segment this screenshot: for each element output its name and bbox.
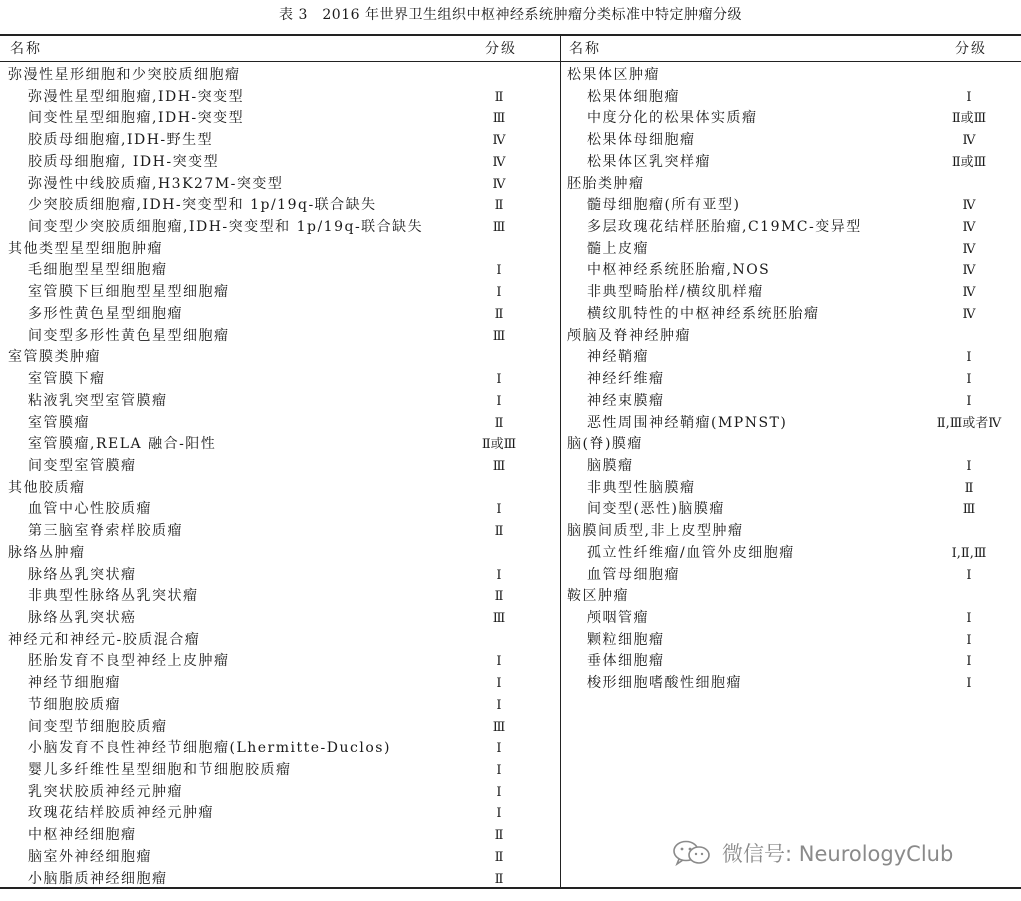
grade-cell: Ⅳ xyxy=(962,220,976,236)
category-row xyxy=(8,239,558,261)
table-row xyxy=(567,260,1021,282)
grade-cell: Ⅰ xyxy=(496,784,502,800)
header-rule xyxy=(0,61,1021,62)
tumor-name: 室管膜瘤,RELA 融合-阳性 xyxy=(28,436,217,453)
table-row xyxy=(567,152,1021,174)
grade-cell: Ⅱ xyxy=(494,415,504,431)
category-name: 神经元和神经元-胶质混合瘤 xyxy=(8,631,201,648)
grade-cell: Ⅰ xyxy=(496,654,502,670)
tumor-name: 血管中心性胶质瘤 xyxy=(28,501,152,518)
grade-cell: Ⅲ xyxy=(492,719,506,735)
tumor-name: 松果体母细胞瘤 xyxy=(587,132,696,149)
grade-cell: Ⅲ xyxy=(492,458,506,474)
tumor-name: 间变型室管膜瘤 xyxy=(28,457,137,474)
category-row xyxy=(567,521,1021,543)
table-row xyxy=(567,391,1021,413)
tumor-name: 中度分化的松果体实质瘤 xyxy=(587,110,758,127)
tumor-name: 血管母细胞瘤 xyxy=(587,566,680,583)
table-row xyxy=(567,630,1021,652)
grade-cell: Ⅰ xyxy=(966,372,972,388)
grade-cell: Ⅰ xyxy=(966,458,972,474)
tumor-name: 神经纤维瘤 xyxy=(587,371,665,388)
grade-cell: Ⅰ xyxy=(966,393,972,409)
category-name: 松果体区肿瘤 xyxy=(567,67,660,83)
tumor-name: 室管膜下巨细胞型星型细胞瘤 xyxy=(28,284,230,301)
table-row xyxy=(567,347,1021,369)
grade-cell: Ⅰ xyxy=(496,285,502,301)
tumor-name: 梭形细胞嗜酸性细胞瘤 xyxy=(587,675,742,692)
tumor-name: 多层玫瑰花结样胚胎瘤,C19MC-变异型 xyxy=(587,219,862,236)
table-row xyxy=(567,456,1021,478)
tumor-name: 非典型性脑膜瘤 xyxy=(587,479,696,496)
tumor-name: 非典型性脉络丛乳突状瘤 xyxy=(28,588,199,605)
grade-cell: Ⅱ xyxy=(494,849,504,865)
category-row xyxy=(567,586,1021,608)
table-row xyxy=(8,456,558,478)
category-row xyxy=(567,326,1021,348)
grade-cell: Ⅰ xyxy=(496,567,502,583)
table-row xyxy=(567,413,1021,435)
table-row xyxy=(8,195,558,217)
table-row xyxy=(8,174,558,196)
table-row xyxy=(567,282,1021,304)
grade-cell: Ⅳ xyxy=(492,154,506,170)
tumor-name: 室管膜瘤 xyxy=(28,414,90,431)
grade-cell: Ⅱ xyxy=(494,198,504,214)
tumor-name: 婴儿多纤维性星型细胞和节细胞胶质瘤 xyxy=(28,762,292,778)
table-row xyxy=(567,369,1021,391)
tumor-name: 胶质母细胞瘤,IDH-野生型 xyxy=(28,132,214,149)
tumor-name: 脑室外神经细胞瘤 xyxy=(28,848,152,865)
table-row xyxy=(8,803,558,825)
grade-cell: Ⅱ,Ⅲ或者Ⅳ xyxy=(936,415,1002,431)
grade-cell: Ⅲ xyxy=(492,111,506,127)
grade-cell: Ⅲ xyxy=(492,610,506,626)
grade-cell: Ⅰ xyxy=(496,393,502,409)
tumor-name: 髓上皮瘤 xyxy=(587,240,649,257)
table-row xyxy=(567,217,1021,239)
grade-cell: Ⅰ xyxy=(966,350,972,366)
table-row xyxy=(8,499,558,521)
category-name: 室管膜类肿瘤 xyxy=(8,349,101,366)
tumor-name: 神经鞘瘤 xyxy=(587,349,649,366)
grade-cell: Ⅳ xyxy=(492,176,506,192)
tumor-name: 多形性黄色星型细胞瘤 xyxy=(28,305,183,322)
column-divider xyxy=(560,36,561,887)
table-row xyxy=(8,565,558,587)
table-row xyxy=(8,413,558,435)
grade-cell: Ⅲ xyxy=(492,220,506,236)
tumor-name: 非典型畸胎样/横纹肌样瘤 xyxy=(587,284,764,301)
grade-cell: Ⅱ xyxy=(494,524,504,540)
grade-cell: Ⅰ xyxy=(496,502,502,518)
category-name: 其他类型星型细胞肿瘤 xyxy=(8,240,163,257)
table-row xyxy=(8,695,558,717)
wechat-icon xyxy=(672,839,712,867)
table-row xyxy=(8,152,558,174)
tumor-name: 乳突状胶质神经元肿瘤 xyxy=(28,783,183,800)
table-row xyxy=(8,651,558,673)
grade-cell: Ⅰ xyxy=(496,697,502,713)
grade-cell: Ⅰ xyxy=(496,741,502,757)
tumor-name: 神经节细胞瘤 xyxy=(28,675,121,692)
tumor-name: 中枢神经细胞瘤 xyxy=(28,827,137,844)
table-row xyxy=(8,586,558,608)
category-name: 弥漫性星形细胞和少突胶质细胞瘤 xyxy=(8,67,241,83)
table-row xyxy=(567,565,1021,587)
grade-cell: Ⅳ xyxy=(962,133,976,149)
grade-cell: Ⅱ xyxy=(494,89,504,105)
watermark xyxy=(672,838,953,868)
left-grade-header: 分级 xyxy=(485,41,517,57)
tumor-name: 松果体区乳突样瘤 xyxy=(587,153,711,170)
grade-cell: Ⅱ xyxy=(964,480,974,496)
table-row xyxy=(567,673,1021,695)
tumor-name: 横纹肌特性的中枢神经系统胚胎瘤 xyxy=(587,305,820,322)
tumor-name: 小脑发育不良性神经节细胞瘤(Lhermitte-Duclos) xyxy=(28,740,391,757)
tumor-name: 玫瑰花结样胶质神经元肿瘤 xyxy=(28,805,214,822)
grade-cell: Ⅱ或Ⅲ xyxy=(951,154,987,170)
table-row xyxy=(567,130,1021,152)
table-row xyxy=(567,543,1021,565)
tumor-name: 弥漫性中线胶质瘤,H3K27M-突变型 xyxy=(28,175,284,192)
grade-cell: Ⅱ或Ⅲ xyxy=(481,437,517,453)
tumor-name: 中枢神经系统胚胎瘤,NOS xyxy=(587,262,771,279)
category-row xyxy=(8,347,558,369)
tumor-name: 少突胶质细胞瘤,IDH-突变型和 1p/19q-联合缺失 xyxy=(28,197,377,214)
category-name: 鞍区肿瘤 xyxy=(567,588,629,605)
tumor-name: 粘液乳突型室管膜瘤 xyxy=(28,392,168,409)
tumor-name: 第三脑室脊索样胶质瘤 xyxy=(28,523,183,540)
category-row xyxy=(567,65,1021,87)
grade-cell: Ⅱ xyxy=(494,828,504,844)
tumor-name: 室管膜下瘤 xyxy=(28,371,106,388)
tumor-name: 间变型(恶性)脑膜瘤 xyxy=(587,501,725,518)
grade-cell: Ⅰ xyxy=(966,567,972,583)
tumor-name: 恶性周围神经鞘瘤(MPNST) xyxy=(587,414,788,431)
table-caption: 表 3 2016 年世界卫生组织中枢神经系统肿瘤分类标准中特定肿瘤分级 xyxy=(279,7,742,23)
tumor-name: 节细胞胶质瘤 xyxy=(28,696,121,713)
table-row xyxy=(567,195,1021,217)
table-row xyxy=(567,499,1021,521)
table-row xyxy=(8,391,558,413)
table-row xyxy=(8,760,558,782)
table-row xyxy=(8,673,558,695)
top-rule xyxy=(0,34,1021,36)
grade-cell: Ⅰ xyxy=(496,372,502,388)
grade-cell: Ⅰ xyxy=(496,676,502,692)
table-row xyxy=(567,651,1021,673)
grade-cell: Ⅳ xyxy=(492,133,506,149)
grade-cell: Ⅳ xyxy=(962,241,976,257)
grade-cell: Ⅳ xyxy=(962,285,976,301)
right-table-column xyxy=(567,65,1021,695)
table-row xyxy=(8,326,558,348)
grade-cell: Ⅲ xyxy=(492,328,506,344)
category-name: 其他胶质瘤 xyxy=(8,479,86,496)
tumor-name: 间变性星型细胞瘤,IDH-突变型 xyxy=(28,110,245,127)
category-name: 颅脑及脊神经肿瘤 xyxy=(567,327,691,344)
tumor-name: 间变型节细胞胶质瘤 xyxy=(28,718,168,735)
tumor-name: 髓母细胞瘤(所有亚型) xyxy=(587,197,741,214)
table-row xyxy=(567,304,1021,326)
tumor-name: 孤立性纤维瘤/血管外皮细胞瘤 xyxy=(587,544,795,561)
grade-cell: Ⅰ xyxy=(966,676,972,692)
left-name-header: 名称 xyxy=(10,41,42,57)
table-row xyxy=(8,130,558,152)
table-row xyxy=(8,825,558,847)
category-name: 脑膜间质型,非上皮型肿瘤 xyxy=(567,523,744,540)
table-row xyxy=(8,847,558,869)
table-row xyxy=(8,782,558,804)
grade-cell: Ⅳ xyxy=(962,263,976,279)
tumor-name: 弥漫性星型细胞瘤,IDH-突变型 xyxy=(28,88,245,105)
tumor-name: 松果体细胞瘤 xyxy=(587,88,680,105)
grade-cell: Ⅰ xyxy=(496,806,502,822)
tumor-name: 胚胎发育不良型神经上皮肿瘤 xyxy=(28,653,230,670)
tumor-name: 脉络丛乳突状癌 xyxy=(28,609,137,626)
table-row xyxy=(8,217,558,239)
grade-cell: Ⅰ xyxy=(496,263,502,279)
left-table-column xyxy=(8,65,558,890)
grade-cell: Ⅳ xyxy=(962,198,976,214)
grade-cell: Ⅱ xyxy=(494,871,504,887)
tumor-name: 小脑脂质神经细胞瘤 xyxy=(28,870,168,887)
table-row xyxy=(8,738,558,760)
category-name: 胚胎类肿瘤 xyxy=(567,175,645,192)
grade-cell: Ⅳ xyxy=(962,306,976,322)
table-row xyxy=(8,869,558,891)
tumor-name: 胶质母细胞瘤, IDH-突变型 xyxy=(28,153,220,170)
table-row xyxy=(8,282,558,304)
grade-cell: Ⅰ xyxy=(966,654,972,670)
table-row xyxy=(8,434,558,456)
table-row xyxy=(567,87,1021,109)
grade-cell: Ⅲ xyxy=(962,502,976,518)
category-name: 脉络丛肿瘤 xyxy=(8,544,86,561)
table-row xyxy=(8,260,558,282)
table-row xyxy=(8,717,558,739)
table-row xyxy=(8,108,558,130)
tumor-name: 神经束膜瘤 xyxy=(587,392,665,409)
grade-cell: Ⅱ xyxy=(494,306,504,322)
category-row xyxy=(8,543,558,565)
grade-cell: Ⅰ,Ⅱ,Ⅲ xyxy=(951,545,987,561)
table-row xyxy=(567,608,1021,630)
category-row xyxy=(567,434,1021,456)
tumor-name: 脉络丛乳突状瘤 xyxy=(28,566,137,583)
table-row xyxy=(8,304,558,326)
grade-cell: Ⅰ xyxy=(966,632,972,648)
grade-cell: Ⅱ或Ⅲ xyxy=(951,111,987,127)
table-row xyxy=(8,521,558,543)
table-row xyxy=(8,608,558,630)
grade-cell: Ⅰ xyxy=(496,763,502,778)
grade-cell: Ⅱ xyxy=(494,589,504,605)
tumor-name: 毛细胞型星型细胞瘤 xyxy=(28,262,168,279)
category-name: 脑(脊)膜瘤 xyxy=(567,436,643,453)
tumor-name: 脑膜瘤 xyxy=(587,457,634,474)
right-grade-header: 分级 xyxy=(955,41,987,57)
category-row xyxy=(8,65,558,87)
table-row xyxy=(567,108,1021,130)
table-row xyxy=(567,478,1021,500)
tumor-name: 间变型多形性黄色星型细胞瘤 xyxy=(28,327,230,344)
watermark-text: 微信号: NeurologyClub xyxy=(722,842,954,866)
category-row xyxy=(8,630,558,652)
table-row xyxy=(567,239,1021,261)
table-row xyxy=(8,87,558,109)
tumor-name: 间变型少突胶质细胞瘤,IDH-突变型和 1p/19q-联合缺失 xyxy=(28,219,424,236)
table-row xyxy=(8,369,558,391)
right-name-header: 名称 xyxy=(569,41,601,57)
grade-cell: Ⅰ xyxy=(966,89,972,105)
category-row xyxy=(567,174,1021,196)
grade-cell: Ⅰ xyxy=(966,610,972,626)
category-row xyxy=(8,478,558,500)
tumor-name: 颗粒细胞瘤 xyxy=(587,631,665,648)
tumor-name: 颅咽管瘤 xyxy=(587,609,649,626)
tumor-name: 垂体细胞瘤 xyxy=(587,653,665,670)
